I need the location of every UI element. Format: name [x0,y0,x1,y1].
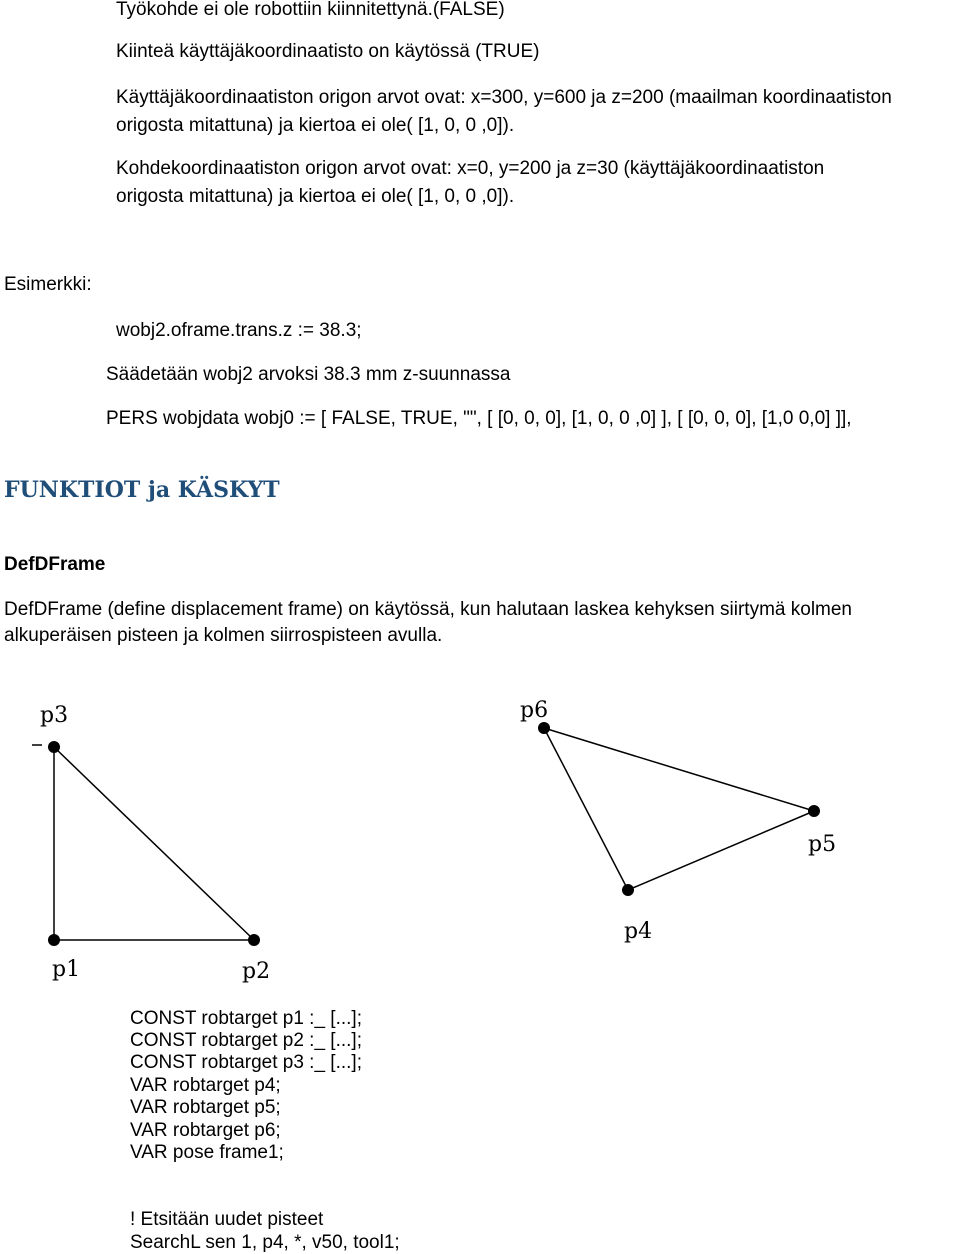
edge-p4-p6 [544,728,628,890]
code-line-7: VAR pose frame1; [130,1142,284,1163]
example-description: Säädetään wobj2 arvoksi 38.3 mm z-suunnassa [106,364,511,385]
label-p5: p5 [808,832,837,857]
text-line-user-frame-fixed: Kiinteä käyttäjäkoordinaatisto on käytössä (TRUE) [116,41,540,62]
text-line-object-frame-rotation: origosta mitattuna) ja kiertoa ei ole( [1, 0, 0 ,0]). [116,186,515,207]
point-p3 [48,741,60,753]
code-search-line: SearchL sen 1, p4, *, v50, tool1; [130,1232,400,1253]
code-line-5: VAR robtarget p5; [130,1097,281,1118]
point-p4 [622,884,634,896]
section-heading: FUNKTIOT ja KÄSKYT [4,477,280,503]
paragraph-line-2: alkuperäisen pisteen ja kolmen siirrospisteen avulla. [4,625,443,646]
code-line-2: CONST robtarget p2 :_ [...]; [130,1030,362,1051]
subheading-defdframe: DefDFrame [4,554,106,575]
edge-p6-p5 [544,728,814,811]
pers-declaration: PERS wobjdata wobj0 := [ FALSE, TRUE, "", [ [0, 0, 0], [1, 0, 0 ,0] ], [ [0, 0, 0], [1,0 0,0] ]], [106,408,852,429]
point-p6 [538,722,550,734]
paragraph-line-1: DefDFrame (define displacement frame) on käytössä, kun halutaan laskea kehyksen siirtymä kolmen [4,599,852,620]
label-p1: p1 [52,957,81,982]
point-p1 [48,934,60,946]
text-line-user-frame-rotation: origosta mitattuna) ja kiertoa ei ole( [1, 0, 0 ,0]). [116,115,515,136]
code-line-3: CONST robtarget p3 :_ [...]; [130,1052,362,1073]
example-label: Esimerkki: [4,274,92,295]
code-line-6: VAR robtarget p6; [130,1120,281,1141]
edge-p5-p4 [628,811,814,890]
point-p2 [248,934,260,946]
label-p4: p4 [624,919,653,944]
example-code: wobj2.oframe.trans.z := 38.3; [116,320,362,341]
point-p5 [808,805,820,817]
label-p2: p2 [242,959,271,984]
text-line-user-frame-origin: Käyttäjäkoordinaatiston origon arvot ovat: x=300, y=600 ja z=200 (maailman koordinaatiston [116,87,892,108]
text-line-object-frame-origin: Kohdekoordinaatiston origon arvot ovat: x=0, y=200 ja z=30 (käyttäjäkoordinaatiston [116,158,825,179]
figure-original-points [20,690,320,995]
code-comment-line: ! Etsitään uudet pisteet [130,1209,324,1230]
figure-displaced-points [510,690,870,955]
text-line-robot-attached: Työkohde ei ole robottiin kiinnitettynä.(FALSE) [116,0,505,20]
label-p3: p3 [40,703,69,728]
edge-p2-p3 [54,747,254,940]
code-line-4: VAR robtarget p4; [130,1075,281,1096]
label-p6: p6 [520,698,549,723]
code-line-1: CONST robtarget p1 :_ [...]; [130,1008,362,1029]
